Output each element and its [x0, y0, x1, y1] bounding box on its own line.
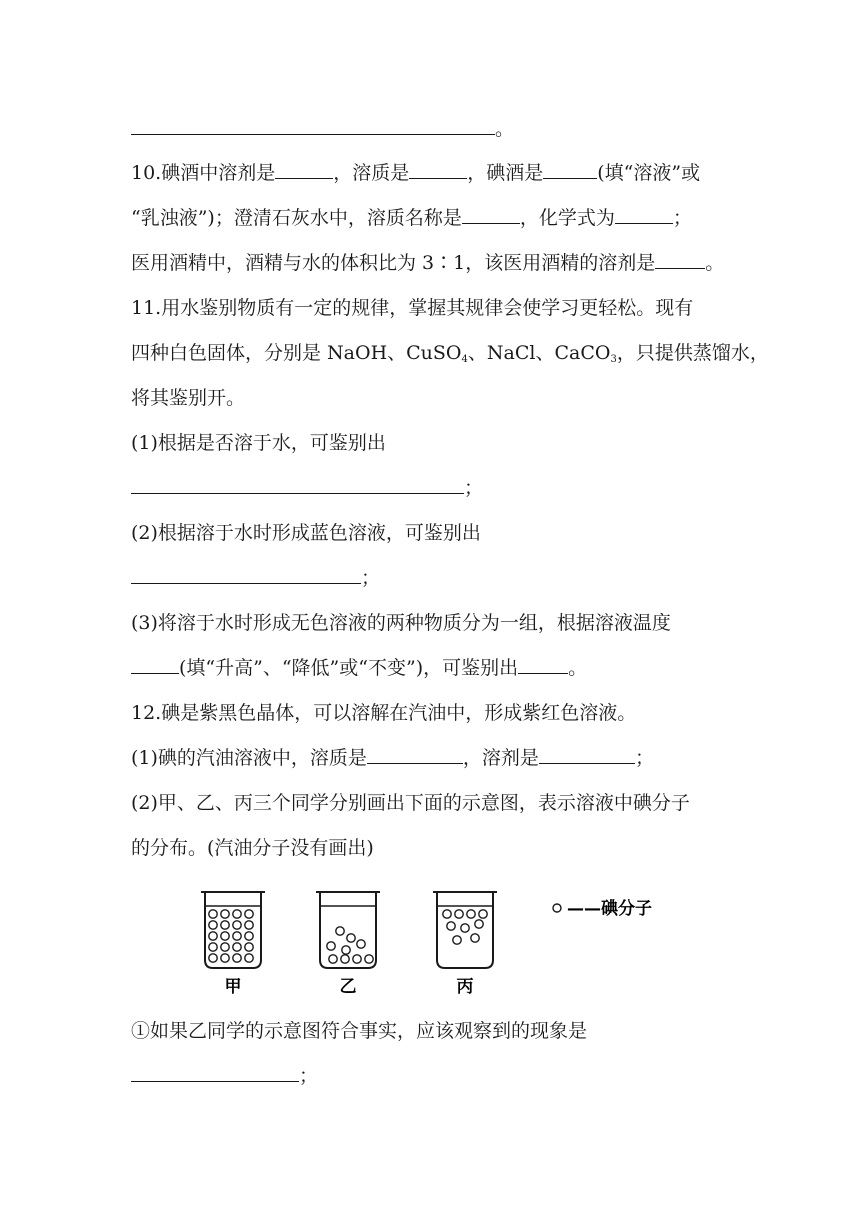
iodine-molecule-yi — [365, 955, 373, 963]
iodine-molecule-jia — [245, 921, 253, 929]
q10-formula-blank[interactable] — [615, 205, 673, 224]
iodine-molecule-jia — [233, 932, 241, 940]
iodine-molecule-jia — [233, 910, 241, 918]
iodine-molecule-bing — [453, 936, 461, 944]
q11-p1-blank[interactable] — [131, 475, 464, 494]
iodine-molecule-bing — [479, 910, 487, 918]
q11-part-3-line-2: (填“升高”、“降低”或“不变”)，可鉴别出 。 — [131, 655, 587, 681]
q11-line-3: 将其鉴别开。 — [131, 387, 246, 409]
iodine-molecule-bing — [447, 922, 455, 930]
iodine-molecule-yi — [347, 934, 355, 942]
iodine-molecule-bing — [467, 910, 475, 918]
iodine-molecule-yi — [341, 955, 349, 963]
label-bing: 丙 — [456, 977, 474, 997]
iodine-molecule-jia — [233, 921, 241, 929]
q11-part-1-answer: ； — [131, 475, 483, 501]
q10-alcohol-solvent-blank[interactable] — [655, 250, 705, 269]
iodine-molecule-jia — [209, 943, 217, 951]
legend-label: ——碘分子 — [567, 899, 652, 919]
q11-p3-identify-blank[interactable] — [518, 655, 568, 674]
iodine-molecule-jia — [221, 921, 229, 929]
q12-part-2-line-2: 的分布。(汽油分子没有画出) — [131, 837, 374, 859]
q11-line-1: 11.用水鉴别物质有一定的规律，掌握其规律会使学习更轻松。现有 — [131, 297, 694, 319]
q12-solvent-blank[interactable] — [539, 745, 635, 764]
q10-solvent-blank[interactable] — [275, 160, 333, 179]
iodine-molecule-jia — [245, 943, 253, 951]
q11-part-3: (3)将溶于水时形成无色溶液的两种物质分为一组，根据溶液温度 — [131, 612, 671, 634]
q12-line-1: 12.碘是紫黑色晶体，可以溶解在汽油中，形成紫红色溶液。 — [131, 702, 637, 724]
iodine-molecule-jia — [233, 954, 241, 962]
label-jia: 甲 — [224, 977, 242, 997]
beaker-diagram — [195, 884, 715, 1004]
legend-molecule-icon — [553, 904, 561, 912]
q10-solute-name-blank[interactable] — [462, 205, 520, 224]
iodine-molecule-jia — [221, 910, 229, 918]
q11-p3-temp-blank[interactable] — [131, 655, 179, 674]
iodine-molecule-bing — [475, 920, 483, 928]
q11-p2-blank[interactable] — [131, 565, 361, 584]
q9-answer-line: 。 — [131, 116, 514, 142]
label-yi: 乙 — [339, 977, 357, 997]
q12-sub-1-answer: ； — [131, 1063, 318, 1089]
q10-solute-blank[interactable] — [409, 160, 467, 179]
q10-type-blank[interactable] — [543, 160, 597, 179]
q10-line-2: “乳浊液”)；澄清石灰水中，溶质名称是 ，化学式为 ； — [131, 207, 692, 229]
iodine-molecule-yi — [353, 955, 361, 963]
q11-part-2-answer: ； — [131, 565, 380, 591]
iodine-molecule-bing — [455, 910, 463, 918]
iodine-molecule-jia — [221, 954, 229, 962]
q12-part-1: (1)碘的汽油溶液中，溶质是 ，溶剂是 ； — [131, 747, 654, 769]
iodine-molecule-yi — [327, 942, 335, 950]
iodine-molecule-jia — [221, 943, 229, 951]
q11-part-2: (2)根据溶于水时形成蓝色溶液，可鉴别出 — [131, 522, 481, 544]
iodine-molecule-jia — [233, 943, 241, 951]
q12-sub-1: ①如果乙同学的示意图符合事实，应该观察到的现象是 — [131, 1020, 588, 1042]
iodine-molecule-jia — [209, 910, 217, 918]
iodine-molecule-jia — [245, 932, 253, 940]
q10-line-3: 医用酒精中，酒精与水的体积比为 3∶1，该医用酒精的溶剂是 。 — [131, 252, 725, 274]
iodine-molecule-jia — [209, 932, 217, 940]
iodine-molecule-yi — [336, 927, 344, 935]
iodine-molecule-jia — [221, 932, 229, 940]
q10-line-1: 10.碘酒中溶剂是 ，溶质是 ，碘酒是 (填“溶液”或 — [131, 162, 701, 184]
iodine-molecule-jia — [245, 954, 253, 962]
q12-c1-blank[interactable] — [131, 1063, 299, 1082]
iodine-molecule-yi — [357, 940, 365, 948]
iodine-molecule-bing — [443, 910, 451, 918]
iodine-molecule-yi — [329, 955, 337, 963]
q11-line-2: 四种白色固体，分别是 NaOH、CuSO$_4$、NaCl、CaCO$_3$，只提供蒸馏水， — [131, 342, 769, 365]
iodine-molecule-jia — [209, 921, 217, 929]
iodine-molecule-jia — [209, 954, 217, 962]
iodine-molecule-bing — [461, 924, 469, 932]
iodine-molecule-yi — [342, 946, 350, 954]
q12-solute-blank[interactable] — [367, 745, 463, 764]
q11-part-1: (1)根据是否溶于水，可鉴别出 — [131, 432, 386, 454]
q9-answer-blank[interactable] — [131, 116, 495, 135]
iodine-molecule-jia — [245, 910, 253, 918]
q12-part-2: (2)甲、乙、丙三个同学分别画出下面的示意图，表示溶液中碘分子 — [131, 792, 690, 814]
iodine-molecule-bing — [471, 934, 479, 942]
